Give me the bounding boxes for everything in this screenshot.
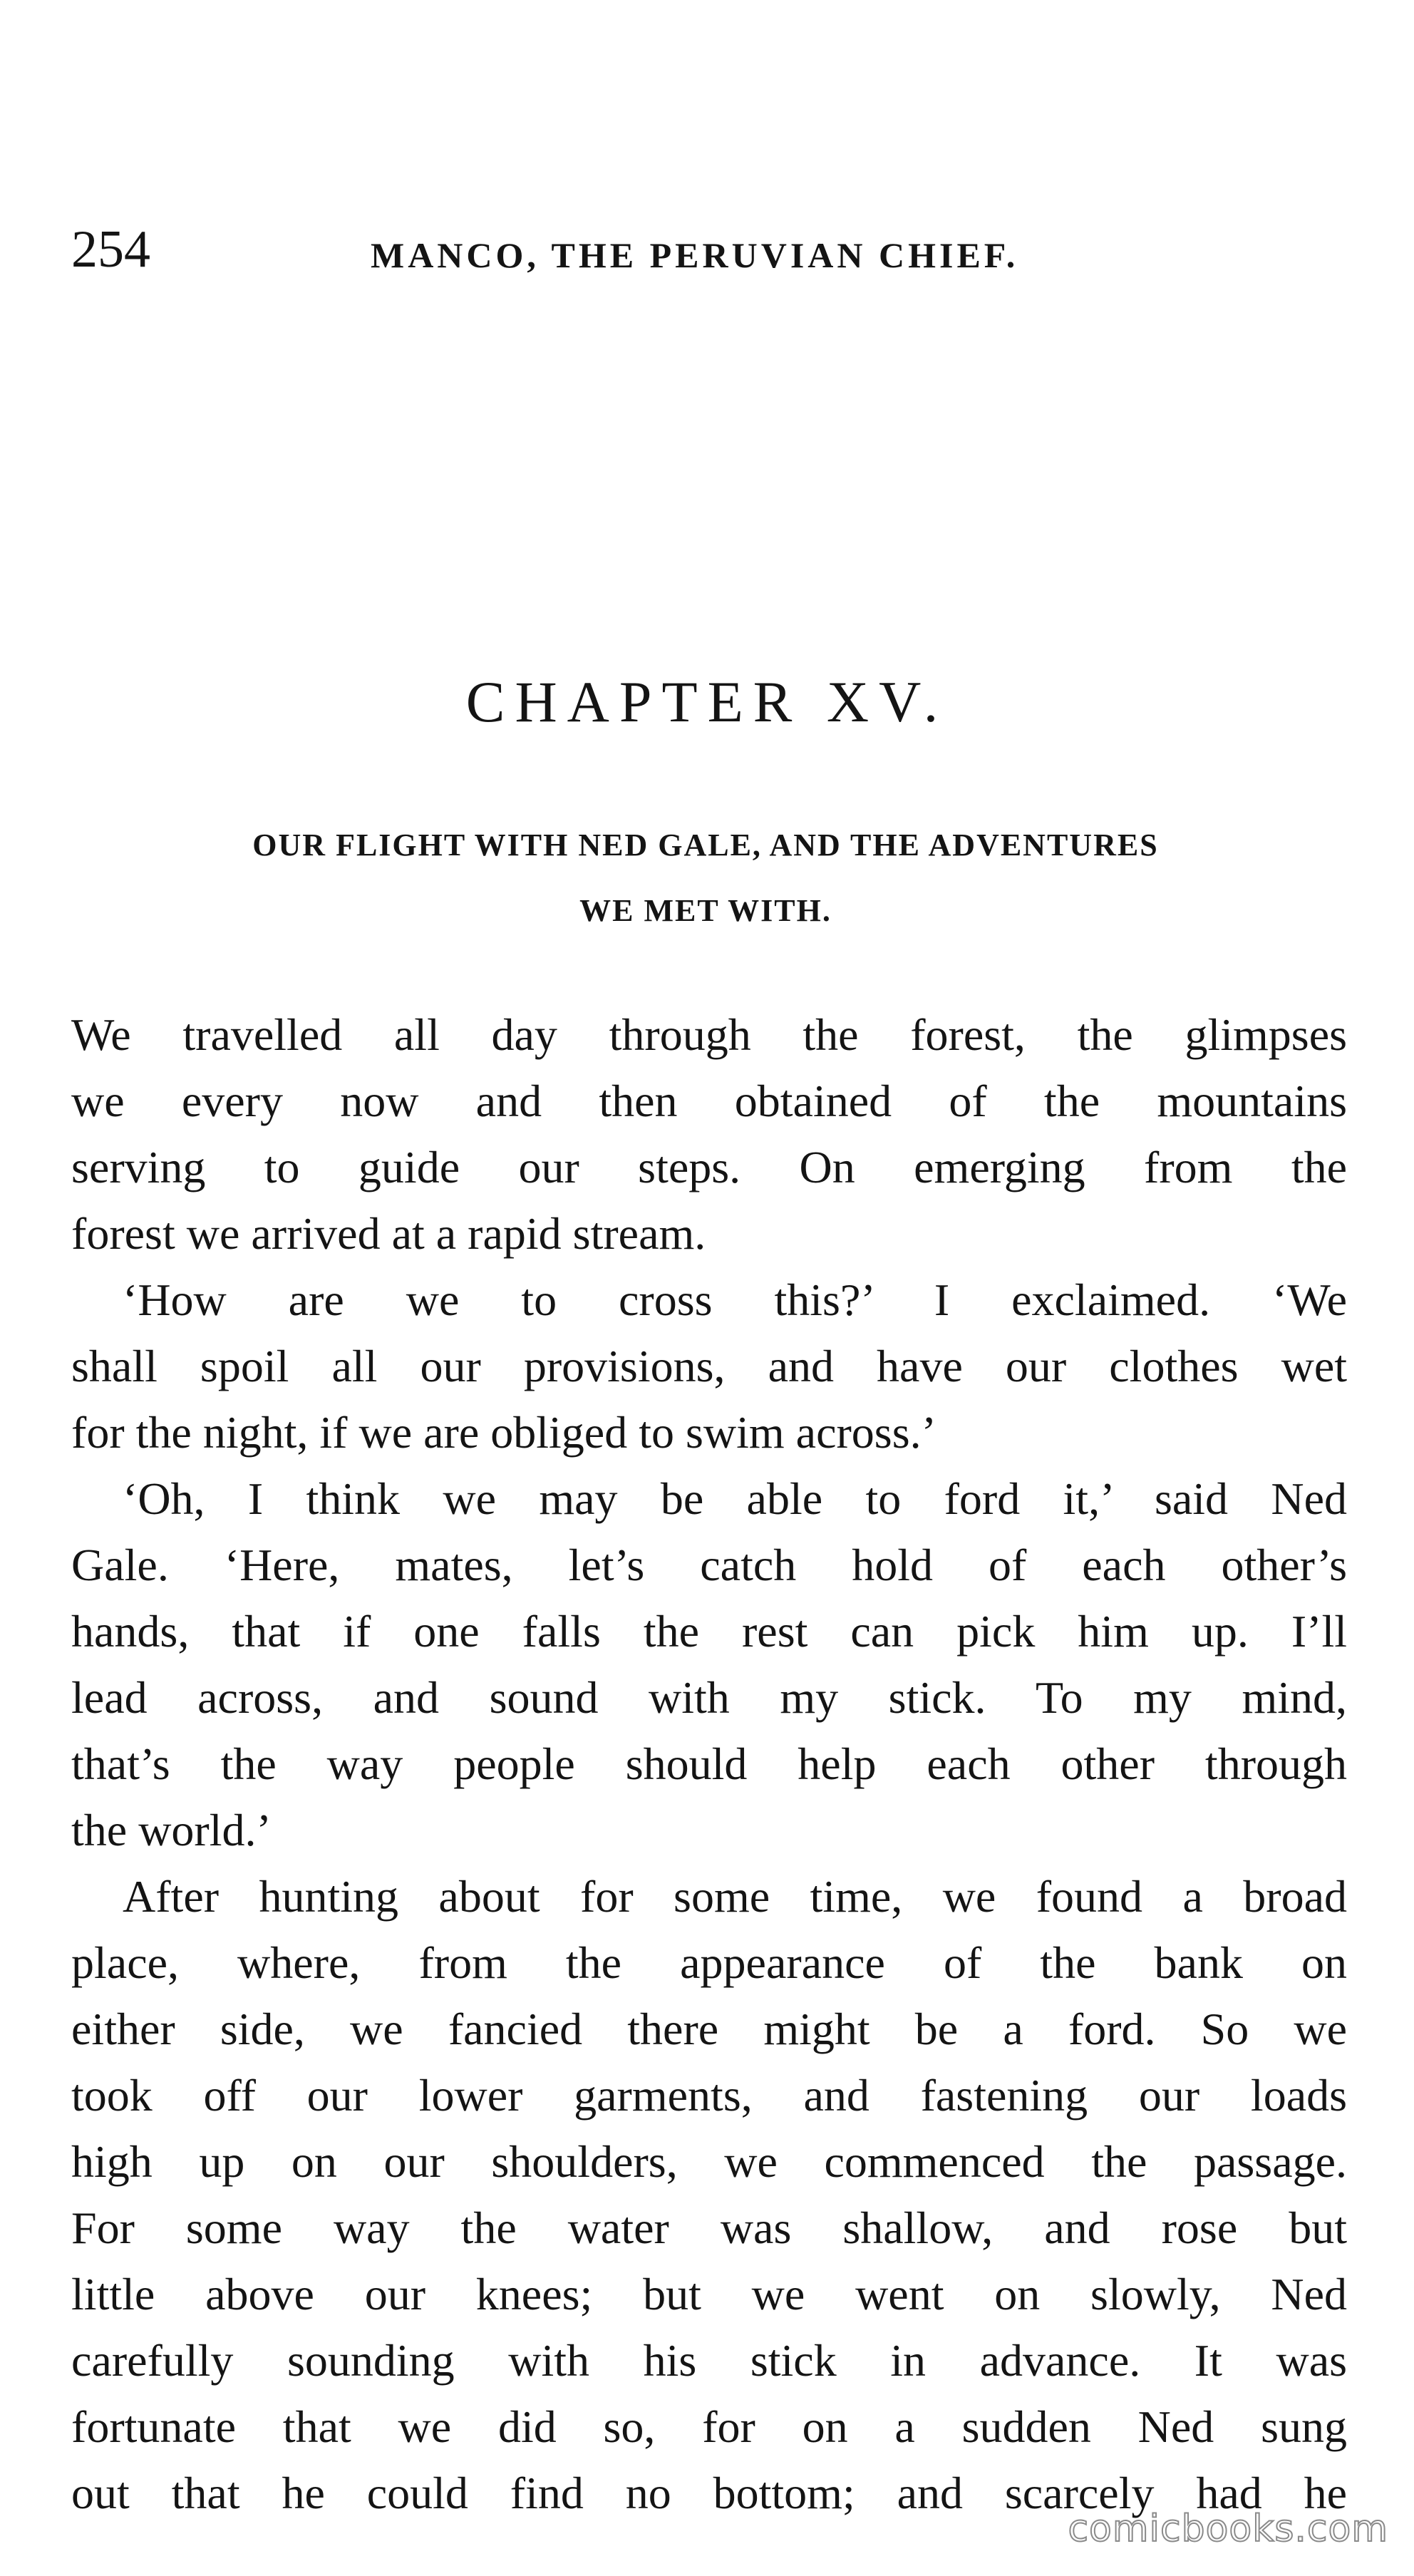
body-line: shall spoil all our provisions, and have our clothes wet [71, 1341, 1347, 1391]
body-line: carefully sounding with his stick in advance. It was [71, 2335, 1347, 2386]
body-line: ‘How are we to cross this?’ I exclaimed. ‘We [123, 1274, 1347, 1325]
body-line: we every now and then obtained of the mountains [71, 1076, 1347, 1126]
body-line: fortunate that we did so, for on a sudden Ned sung [71, 2401, 1347, 2452]
watermark-logo: comicbooks.com [1068, 2508, 1388, 2550]
body-line: serving to guide our steps. On emerging from the [71, 1142, 1347, 1192]
body-line: For some way the water was shallow, and rose but [71, 2203, 1347, 2253]
body-line: place, where, from the appearance of the bank on [71, 1937, 1347, 1988]
chapter-title: CHAPTER XV. [465, 669, 949, 734]
body-line: We travelled all day through the forest, the glimpses [71, 1009, 1347, 1060]
body-line: forest we arrived at a rapid stream. [71, 1208, 706, 1259]
page-number: 254 [71, 220, 150, 279]
body-line: either side, we fancied there might be a ford. So we [71, 2004, 1347, 2054]
chapter-subtitle-line-2: WE MET WITH. [579, 893, 832, 928]
body-line: high up on our shoulders, we commenced the passage. [71, 2136, 1347, 2187]
body-line: out that he could find no bottom; and scarcely had he [71, 2468, 1347, 2518]
body-line: Gale. ‘Here, mates, let’s catch hold of each other’s [71, 1540, 1347, 1590]
body-line: that’s the way people should help each other through [71, 1738, 1347, 1789]
body-line: the world.’ [71, 1805, 272, 1855]
running-title: MANCO, THE PERUVIAN CHIEF. [371, 235, 1019, 275]
body-line: took off our lower garments, and fastening our loads [71, 2070, 1347, 2121]
body-line: little above our knees; but we went on slowly, Ned [71, 2269, 1347, 2319]
running-head [71, 214, 1354, 299]
chapter-subtitle-line-1: OUR FLIGHT WITH NED GALE, AND THE ADVENTURES [252, 828, 1159, 862]
body-line: for the night, if we are obliged to swim across.’ [71, 1407, 936, 1458]
chapter-subtitle [100, 813, 1311, 944]
body-text [71, 1001, 1347, 2526]
body-line: After hunting about for some time, we found a broad [123, 1871, 1347, 1922]
body-line: ‘Oh, I think we may be able to ford it,’ said Ned [123, 1473, 1347, 1524]
body-line: hands, that if one falls the rest can pick him up. I’ll [71, 1606, 1347, 1657]
body-line: lead across, and sound with my stick. To my mind, [71, 1672, 1347, 1723]
